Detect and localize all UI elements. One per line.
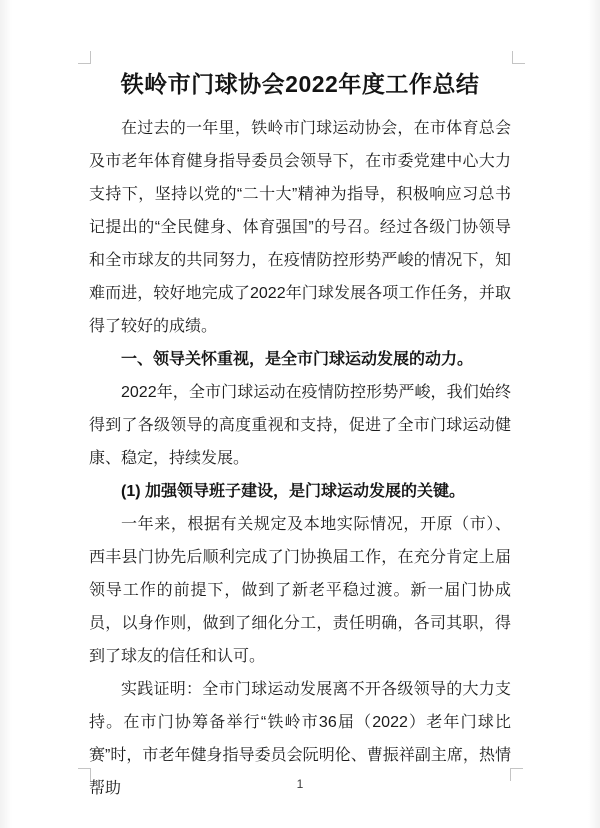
- paragraph-leadership-transition: 一年来，根据有关规定及本地实际情况，开原（市）、西丰县门协先后顺利完成了门协换届工作，在充分肯定上届领导工作的前提下，做到了新老平稳过渡。新一届门协成员，以身作则，做到了细化分工，责任明确，各司其职，得到了球友的信任和认可。: [89, 516, 511, 665]
- margin-crop-mark-top-right: [512, 51, 525, 64]
- paragraph-2022-overview: 2022年，全市门球运动在疫情防控形势严峻，我们始终得到了各级领导的高度重视和支持，促进了全市门球运动健康、稳定，持续发展。: [89, 384, 511, 467]
- section-heading-1: 一、领导关怀重视，是全市门球运动发展的动力。: [121, 351, 474, 368]
- document-title: 铁岭市门球协会2022年度工作总结: [120, 71, 480, 97]
- page-edge-shadow-left: [0, 0, 12, 828]
- page-footer: [0, 775, 600, 793]
- paragraph-intro: 在过去的一年里，铁岭市门球运动协会，在市体育总会及市老年体育健身指导委员会领导下，在市委党建中心大力支持下，坚持以党的“二十大”精神为指导，积极响应习总书记提出的“全民健身、体育强国”的号召。经过各级门协领导和全市球友的共同努力，在疫情防控形势严峻的情况下，知难而进，较好地完成了2022年门球发展各项工作任务，并取得了较好的成绩。: [89, 120, 511, 335]
- document-body: [89, 64, 511, 805]
- paragraph-practice-proof: 实践证明：全市门球运动发展离不开各级领导的大力支持。在市门协筹备举行“铁岭市36届（2022）老年门球比赛”时，市老年健身指导委员会阮明伦、曹振祥副主席，热情帮助: [89, 681, 511, 797]
- margin-crop-mark-top-left: [78, 51, 91, 64]
- page-number: 1: [296, 777, 304, 791]
- page-edge-shadow-right: [588, 0, 600, 828]
- section-heading-1-1: (1) 加强领导班子建设，是门球运动发展的关键。: [121, 483, 466, 500]
